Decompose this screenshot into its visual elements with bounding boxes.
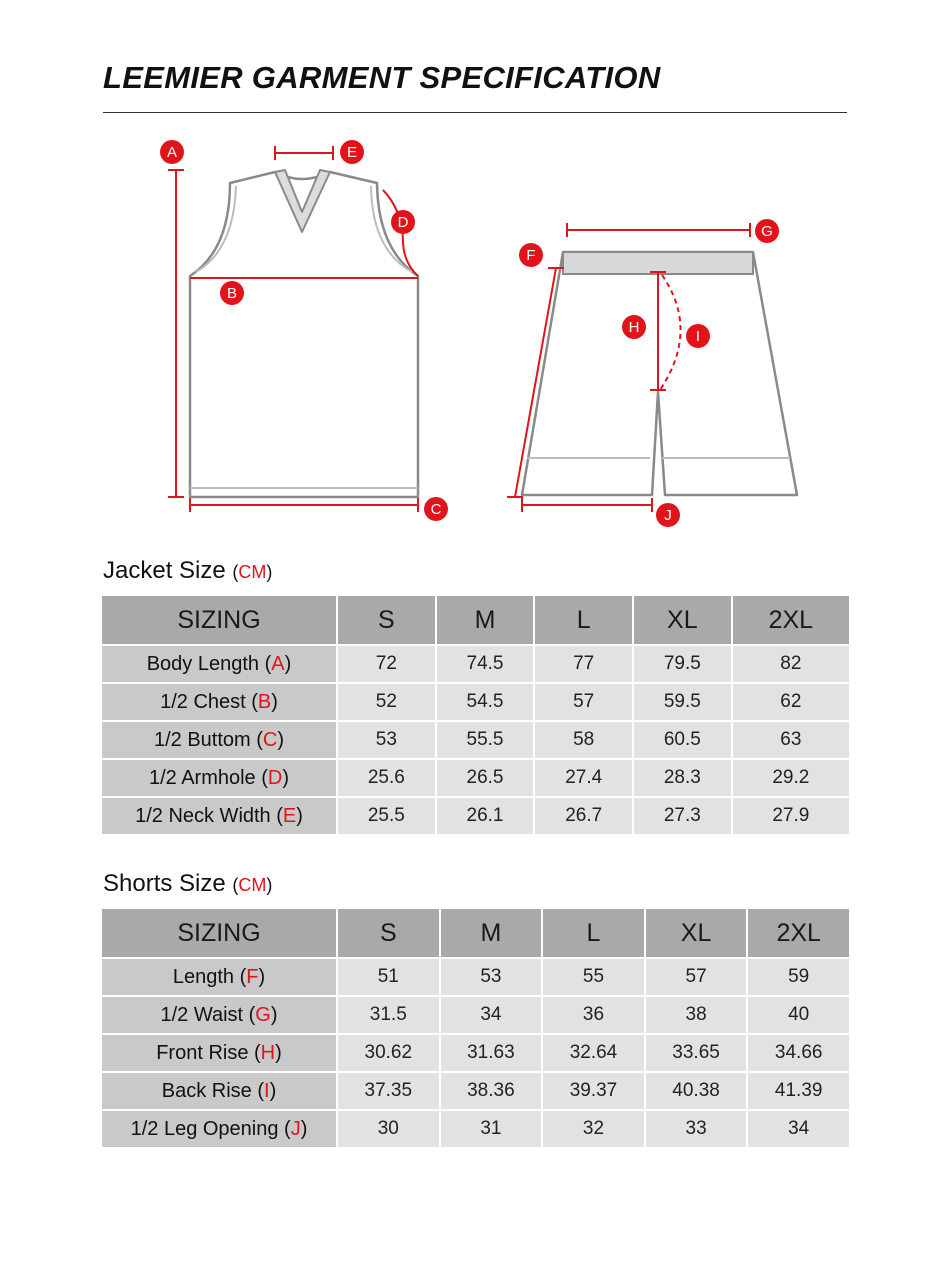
measurement-value: 32.64 bbox=[543, 1035, 644, 1071]
page-title: LEEMIER GARMENT SPECIFICATION bbox=[103, 60, 661, 95]
measurement-value: 27.9 bbox=[733, 798, 849, 834]
measurement-letter: B bbox=[257, 690, 272, 713]
measurement-value: 52 bbox=[338, 684, 435, 720]
table-header-row bbox=[102, 596, 849, 644]
table-row bbox=[102, 1073, 849, 1109]
measurement-letter: F bbox=[246, 965, 259, 988]
measurement-value: 37.35 bbox=[338, 1073, 439, 1109]
marker-e bbox=[340, 140, 364, 164]
svg-text:G: G bbox=[761, 223, 773, 240]
measurement-value: 62 bbox=[733, 684, 849, 720]
measurement-value: 30.62 bbox=[338, 1035, 439, 1071]
shorts-size-unit: (CM) bbox=[232, 875, 273, 895]
table-row bbox=[102, 684, 849, 720]
measurement-value: 38 bbox=[646, 997, 747, 1033]
size-header: M bbox=[437, 596, 534, 644]
measurement-value: 79.5 bbox=[634, 646, 731, 682]
size-header: S bbox=[338, 596, 435, 644]
measurement-value: 33.65 bbox=[646, 1035, 747, 1071]
measurement-value: 74.5 bbox=[437, 646, 534, 682]
size-header: 2XL bbox=[733, 596, 849, 644]
measurement-label: 1/2 Chest (B) bbox=[102, 684, 336, 720]
measurement-value: 33 bbox=[646, 1111, 747, 1147]
measurement-value: 40.38 bbox=[646, 1073, 747, 1109]
measurement-value: 29.2 bbox=[733, 760, 849, 796]
measurement-value: 59 bbox=[748, 959, 849, 995]
measurement-label: 1/2 Armhole (D) bbox=[102, 760, 336, 796]
measurement-value: 27.4 bbox=[535, 760, 632, 796]
shorts-size-heading bbox=[103, 870, 272, 898]
measurement-label: Body Length (A) bbox=[102, 646, 336, 682]
measurement-value: 31.63 bbox=[441, 1035, 542, 1071]
measurement-label: 1/2 Buttom (C) bbox=[102, 722, 336, 758]
svg-text:F: F bbox=[526, 247, 536, 264]
table-row bbox=[102, 959, 849, 995]
svg-text:D: D bbox=[397, 214, 409, 231]
size-header: XL bbox=[646, 909, 747, 957]
jacket-size-title: Jacket Size bbox=[103, 557, 226, 584]
measurement-value: 26.5 bbox=[437, 760, 534, 796]
table-row bbox=[102, 760, 849, 796]
measurement-value: 54.5 bbox=[437, 684, 534, 720]
measurement-value: 72 bbox=[338, 646, 435, 682]
title-divider bbox=[103, 112, 847, 113]
garment-diagram bbox=[0, 120, 950, 540]
table-row bbox=[102, 798, 849, 834]
shorts-size-table bbox=[100, 907, 851, 1149]
svg-text:H: H bbox=[628, 319, 640, 336]
measurement-letter: H bbox=[260, 1041, 276, 1064]
measurement-value: 34 bbox=[748, 1111, 849, 1147]
measurement-value: 38.36 bbox=[441, 1073, 542, 1109]
measurement-letter: G bbox=[255, 1003, 271, 1026]
shorts-size-title: Shorts Size bbox=[103, 870, 226, 897]
measurement-value: 57 bbox=[535, 684, 632, 720]
measurement-value: 55 bbox=[543, 959, 644, 995]
measurement-letter: E bbox=[282, 804, 297, 827]
marker-h bbox=[622, 315, 646, 339]
measurement-label: 1/2 Leg Opening (J) bbox=[102, 1111, 336, 1147]
table-row bbox=[102, 1111, 849, 1147]
measurement-value: 36 bbox=[543, 997, 644, 1033]
measurement-letter: A bbox=[271, 652, 285, 675]
svg-text:B: B bbox=[226, 285, 238, 302]
size-header: L bbox=[535, 596, 632, 644]
measurement-value: 57 bbox=[646, 959, 747, 995]
svg-text:E: E bbox=[346, 144, 358, 161]
measurement-value: 28.3 bbox=[634, 760, 731, 796]
measurement-value: 32 bbox=[543, 1111, 644, 1147]
marker-g bbox=[755, 219, 779, 243]
measurement-label: 1/2 Neck Width (E) bbox=[102, 798, 336, 834]
size-header: L bbox=[543, 909, 644, 957]
measurement-value: 82 bbox=[733, 646, 849, 682]
measurement-value: 25.6 bbox=[338, 760, 435, 796]
marker-f bbox=[519, 243, 543, 267]
sizing-header: SIZING bbox=[102, 909, 336, 957]
marker-a bbox=[160, 140, 184, 164]
table-row bbox=[102, 1035, 849, 1071]
measurement-value: 60.5 bbox=[634, 722, 731, 758]
measurement-value: 58 bbox=[535, 722, 632, 758]
size-header: M bbox=[441, 909, 542, 957]
measurement-label: Front Rise (H) bbox=[102, 1035, 336, 1071]
measurement-letter: J bbox=[290, 1117, 301, 1140]
table-header-row bbox=[102, 909, 849, 957]
measurement-value: 34 bbox=[441, 997, 542, 1033]
measurement-value: 25.5 bbox=[338, 798, 435, 834]
measurement-value: 53 bbox=[441, 959, 542, 995]
measurement-value: 30 bbox=[338, 1111, 439, 1147]
measurement-value: 63 bbox=[733, 722, 849, 758]
measurement-value: 27.3 bbox=[634, 798, 731, 834]
jacket-size-table bbox=[100, 594, 851, 836]
measurement-value: 31 bbox=[441, 1111, 542, 1147]
measurement-letter: C bbox=[262, 728, 278, 751]
marker-c bbox=[424, 497, 448, 521]
measurement-letter: I bbox=[264, 1079, 270, 1102]
measurement-value: 26.1 bbox=[437, 798, 534, 834]
measurement-value: 41.39 bbox=[748, 1073, 849, 1109]
marker-j bbox=[656, 503, 680, 527]
measurement-value: 40 bbox=[748, 997, 849, 1033]
measurement-value: 31.5 bbox=[338, 997, 439, 1033]
size-header: S bbox=[338, 909, 439, 957]
sizing-header: SIZING bbox=[102, 596, 336, 644]
size-header: XL bbox=[634, 596, 731, 644]
table-row bbox=[102, 722, 849, 758]
jacket-size-unit: (CM) bbox=[232, 562, 273, 582]
size-header: 2XL bbox=[748, 909, 849, 957]
table-row bbox=[102, 997, 849, 1033]
marker-i bbox=[686, 324, 710, 348]
measurement-label: 1/2 Waist (G) bbox=[102, 997, 336, 1033]
measurement-letter: D bbox=[267, 766, 283, 789]
shorts-waistband bbox=[563, 252, 753, 274]
measurement-label: Back Rise (I) bbox=[102, 1073, 336, 1109]
measurement-value: 51 bbox=[338, 959, 439, 995]
svg-text:I: I bbox=[695, 328, 701, 345]
svg-text:C: C bbox=[430, 501, 442, 518]
table-row bbox=[102, 646, 849, 682]
shorts-illustration bbox=[522, 252, 797, 495]
jacket-size-heading bbox=[103, 557, 272, 585]
svg-text:J: J bbox=[664, 507, 672, 524]
measurement-value: 39.37 bbox=[543, 1073, 644, 1109]
marker-b bbox=[220, 281, 244, 305]
measurement-value: 55.5 bbox=[437, 722, 534, 758]
marker-d bbox=[391, 210, 415, 234]
measurement-value: 26.7 bbox=[535, 798, 632, 834]
measurement-value: 53 bbox=[338, 722, 435, 758]
measurement-value: 59.5 bbox=[634, 684, 731, 720]
measurement-value: 77 bbox=[535, 646, 632, 682]
jersey-illustration bbox=[190, 170, 418, 497]
svg-text:A: A bbox=[166, 144, 178, 161]
measurement-value: 34.66 bbox=[748, 1035, 849, 1071]
measurement-label: Length (F) bbox=[102, 959, 336, 995]
